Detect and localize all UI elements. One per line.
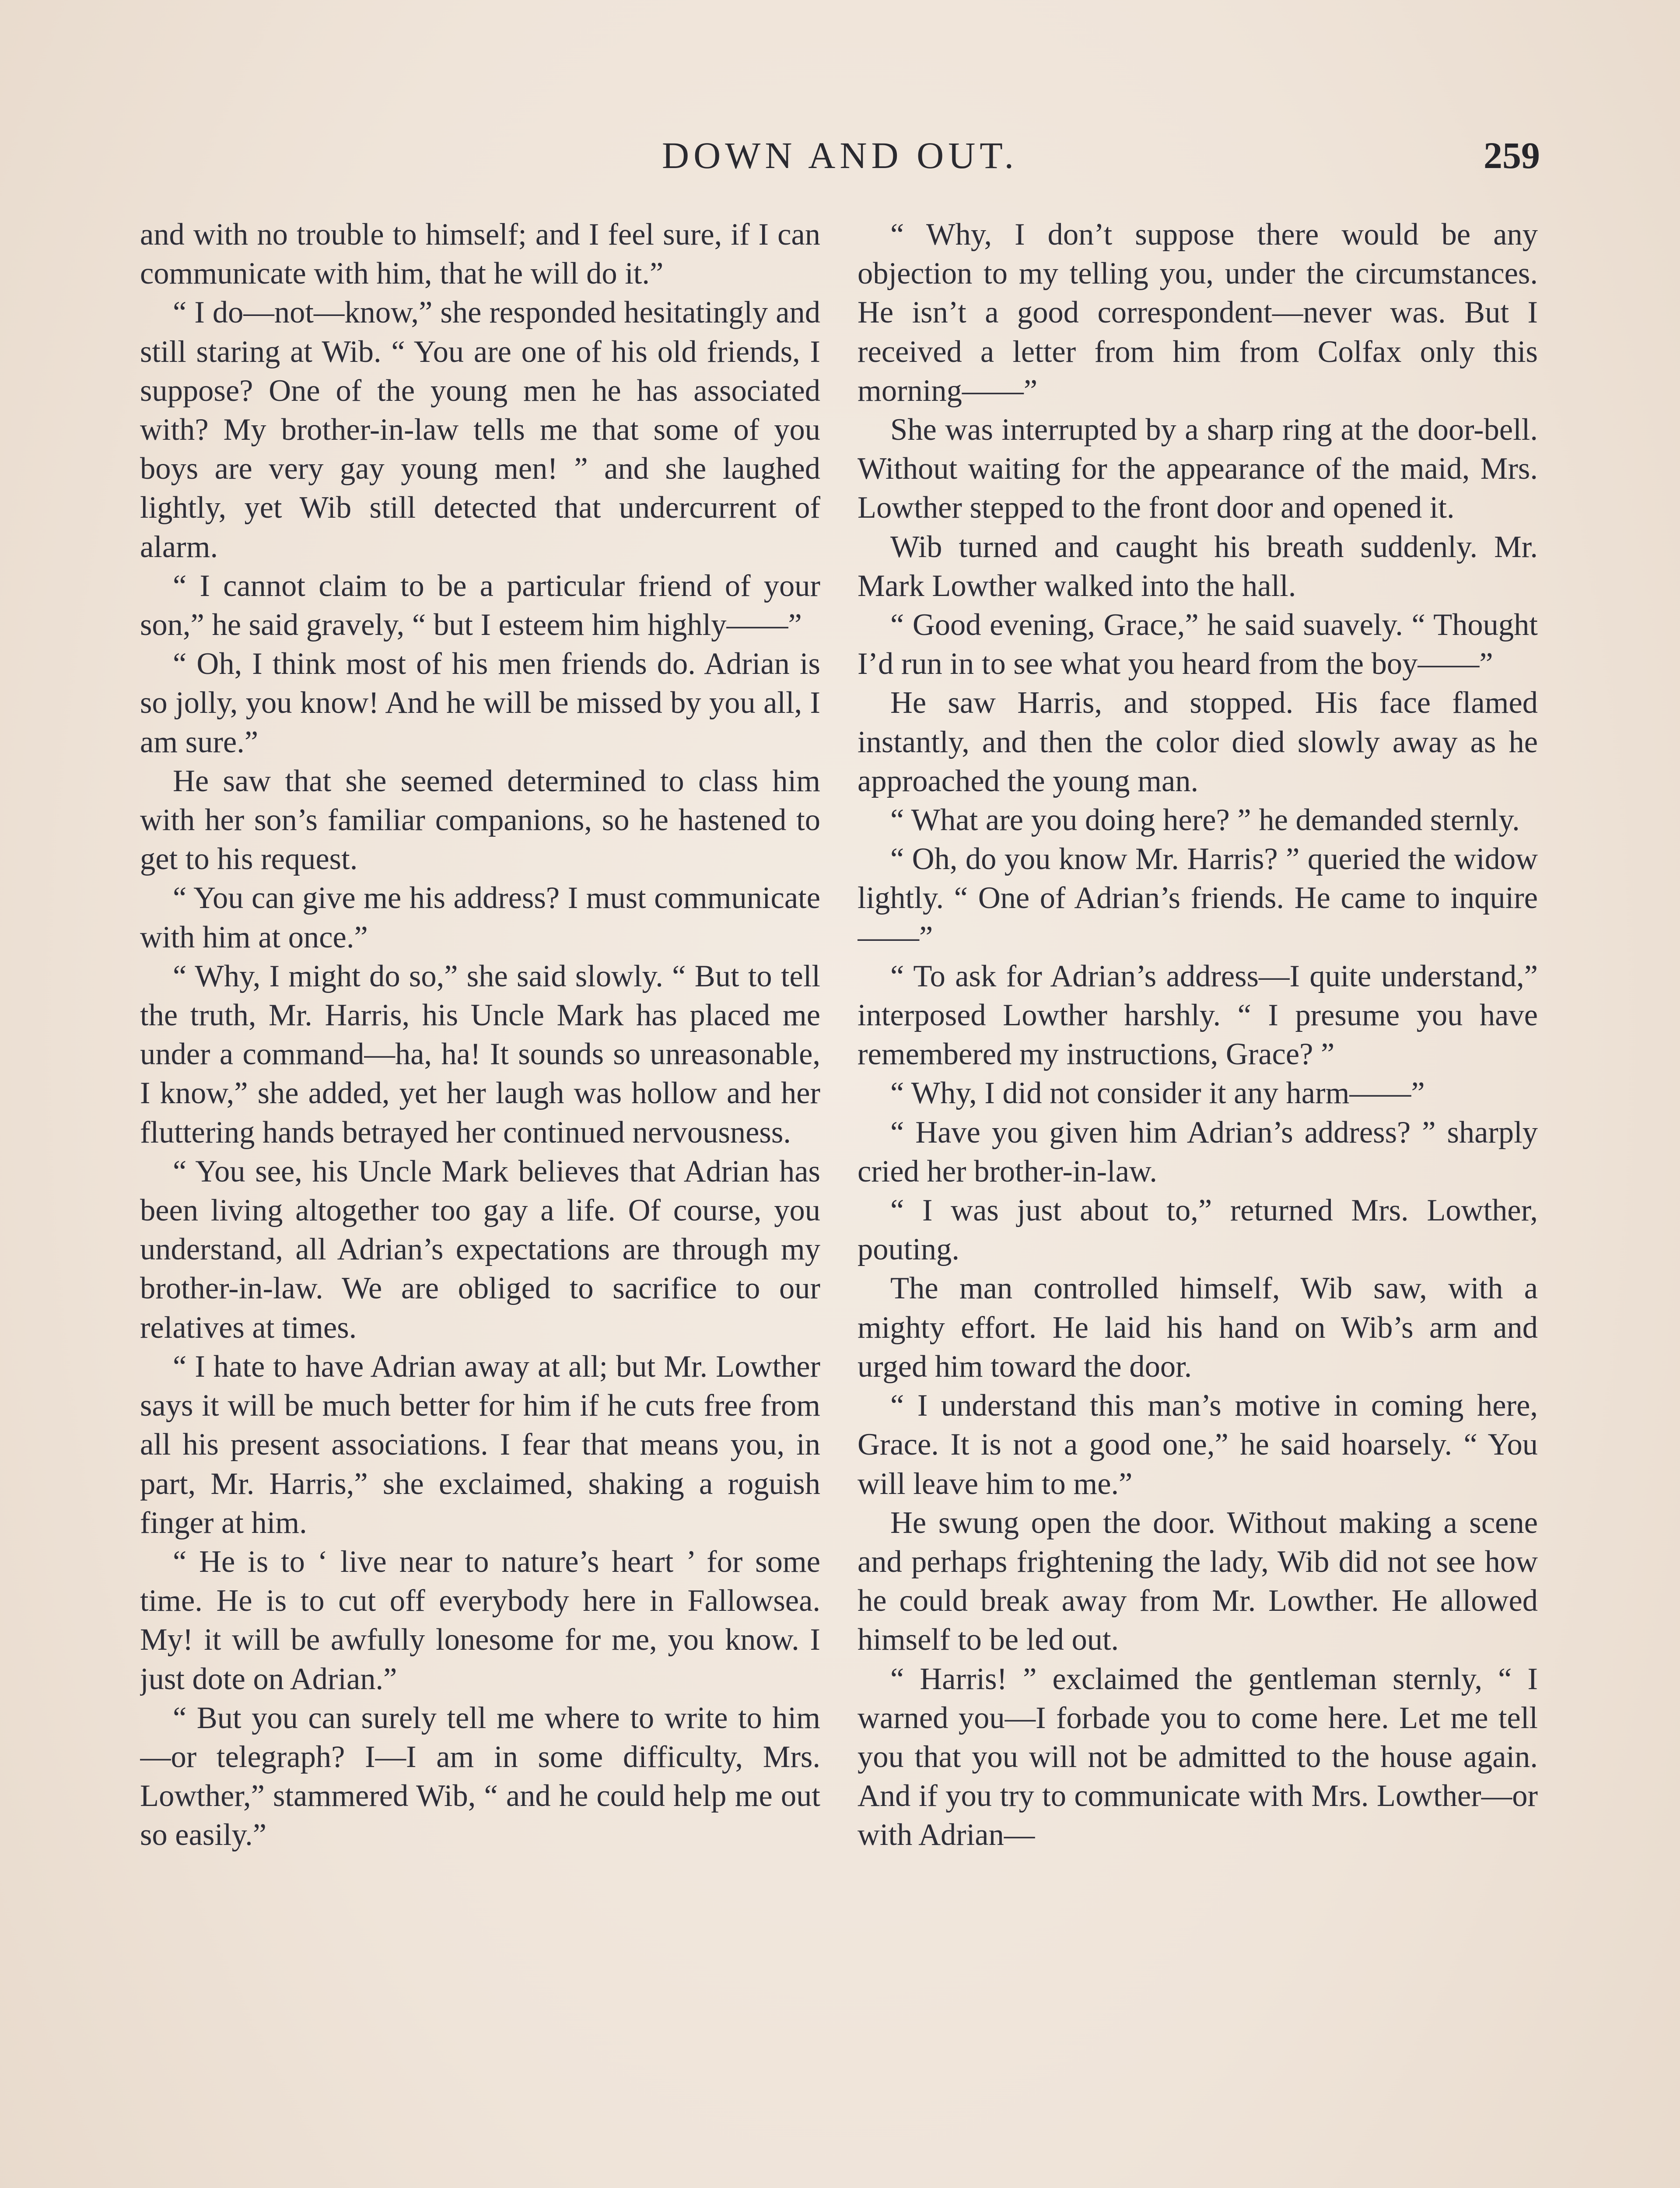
paragraph: “ Why, I might do so,” she said slowly. “ But to tell the truth, Mr. Harris, his Uncle Mark has placed me under a command—ha, ha! It sounds so unreasonable, I know,” she added, yet her laugh was hollow and her fluttering hands betrayed her continued nervousness. <box>140 959 820 1150</box>
paragraph: “ Good evening, Grace,” he said suavely. “ Thought I’d run in to see what you heard from the boy——” <box>858 608 1538 681</box>
paragraph: He saw Harris, and stopped. His face flamed instantly, and then the color died slowly away as he approached the young man. <box>858 686 1538 798</box>
running-head: DOWN AND OUT. <box>662 134 1018 176</box>
paragraph: “ Have you given him Adrian’s address? ” sharply cried her brother-in-law. <box>858 1115 1538 1189</box>
paragraph: “ He is to ‘ live near to nature’s heart ’ for some time. He is to cut off everybody here in Fallowsea. My! it will be awfully lonesome for me, you know. I just dote on Adrian.” <box>140 1544 820 1696</box>
paragraph: He swung open the door. Without making a scene and perhaps frightening the lady, Wib did not see how he could break away from Mr. Lowther. He allowed himself to be led out. <box>858 1505 1538 1657</box>
left-column <box>140 215 820 2188</box>
page-header <box>140 131 1540 179</box>
paragraph: “ But you can surely tell me where to write to him—or telegraph? I—I am in some difficulty, Mrs. Lowther,” stammered Wib, “ and he could help me out so easily.” <box>140 1701 820 1852</box>
paragraph: She was interrupted by a sharp ring at the door-bell. Without waiting for the appearance of the maid, Mrs. Lowther stepped to the front door and opened it. <box>858 413 1538 525</box>
paragraph: He saw that she seemed determined to class him with her son’s familiar companions, so he hastened to get to his request. <box>140 764 820 877</box>
paragraph: “ I do—not—know,” she responded hesitatingly and still staring at Wib. “ You are one of his old friends, I suppose? One of the young men he has associated with? My brother-in-law tells me that some of you boys are very gay young men! ” and she laughed lightly, yet Wib still detected that undercurrent of alarm. <box>140 295 820 564</box>
paragraph: and with no trouble to himself; and I feel sure, if I can communicate with him, that he will do it.” <box>140 217 820 291</box>
paragraph: “ I understand this man’s motive in coming here, Grace. It is not a good one,” he said hoarsely. “ You will leave him to me.” <box>858 1389 1538 1501</box>
paragraph: “ Why, I did not consider it any harm——” <box>890 1076 1425 1111</box>
paragraph: “ Harris! ” exclaimed the gentleman sternly, “ I warned you—I forbade you to come here. Let me tell you that you will not be admitted to the house again. And if you try to communicate with Mrs. Lowther—or with Adrian— <box>858 1662 1538 1852</box>
paragraph: “ You can give me his address? I must communicate with him at once.” <box>140 881 820 954</box>
page-number: 259 <box>1484 134 1540 176</box>
paragraph: “ Oh, I think most of his men friends do. Adrian is so jolly, you know! And he will be missed by you all, I am sure.” <box>140 647 820 759</box>
paragraph: “ You see, his Uncle Mark believes that Adrian has been living altogether too gay a life. Of course, you understand, all Adrian’s expectations are through my brother-in-law. We are obliged to sacrifice to our relatives at times. <box>140 1154 820 1345</box>
paragraph: “ I was just about to,” returned Mrs. Lowther, pouting. <box>858 1193 1538 1267</box>
paragraph: “ I hate to have Adrian away at all; but Mr. Lowther says it will be much better for him if he cuts free from all his present associations. I fear that means you, in part, Mr. Harris,” she exclaimed, shaking a roguish finger at him. <box>140 1349 820 1540</box>
paragraph: Wib turned and caught his breath suddenly. Mr. Mark Lowther walked into the hall. <box>858 529 1538 603</box>
right-column <box>858 215 1538 2188</box>
paragraph: “ To ask for Adrian’s address—I quite understand,” interposed Lowther harshly. “ I presume you have remembered my instructions, Grace? ” <box>858 959 1538 1072</box>
paragraph: “ I cannot claim to be a particular friend of your son,” he said gravely, “ but I esteem him highly——” <box>140 568 820 642</box>
paragraph: “ Oh, do you know Mr. Harris? ” queried the widow lightly. “ One of Adrian’s friends. He came to inquire——” <box>858 842 1538 954</box>
paragraph: “ Why, I don’t suppose there would be any objection to my telling you, under the circumstances. He isn’t a good correspondent—never was. But I received a letter from him from Colfax only this morning——” <box>858 217 1538 408</box>
paragraph: The man controlled himself, Wib saw, with a mighty effort. He laid his hand on Wib’s arm and urged him toward the door. <box>858 1271 1538 1384</box>
paragraph: “ What are you doing here? ” he demanded sternly. <box>890 803 1520 838</box>
